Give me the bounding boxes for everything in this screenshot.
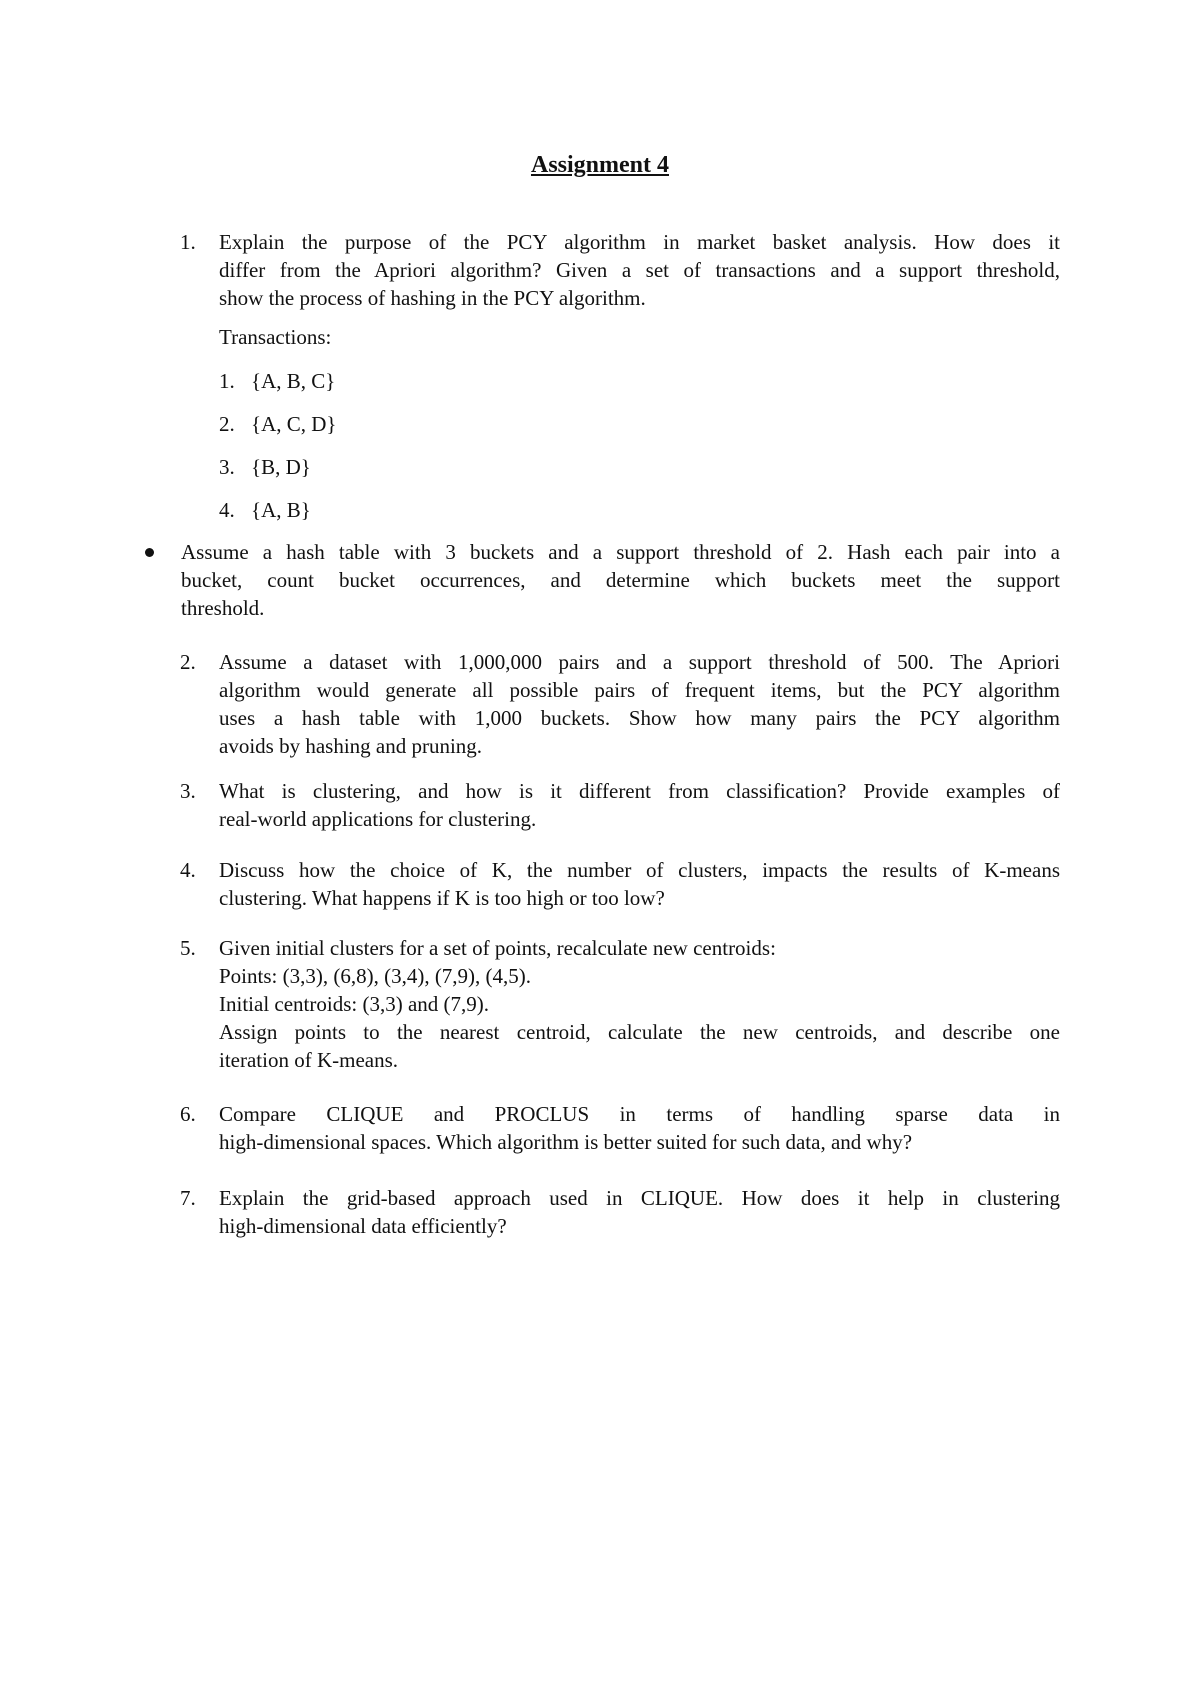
bullet-line: Assume a hash table with 3 buckets and a support threshold of 2. Hash each pair into a [181, 540, 1060, 564]
question-line: Compare CLIQUE and PROCLUS in terms of handling sparse data in [219, 1102, 1060, 1126]
question-line: Explain the grid-based approach used in CLIQUE. How does it help in clustering [219, 1186, 1060, 1210]
question-4 [180, 856, 1060, 912]
question-number: 2. [180, 650, 196, 674]
question-line: Discuss how the choice of K, the number of clusters, impacts the results of K-means [219, 858, 1060, 882]
question-number: 7. [180, 1186, 196, 1210]
question-line: uses a hash table with 1,000 buckets. Show how many pairs the PCY algorithm [219, 706, 1060, 730]
transaction-text: {A, B} [251, 498, 311, 522]
question-line: Given initial clusters for a set of points, recalculate new centroids: [219, 936, 776, 960]
assignment-title: Assignment 4 [530, 152, 669, 178]
question-5 [180, 934, 1060, 1074]
transaction-number: 1. [219, 369, 235, 393]
question-line: algorithm would generate all possible pairs of frequent items, but the PCY algorithm [219, 678, 1060, 702]
transaction-item [219, 496, 619, 524]
bullet-line: bucket, count bucket occurrences, and determine which buckets meet the support [181, 568, 1060, 592]
question-line: show the process of hashing in the PCY algorithm. [219, 286, 646, 310]
question-number: 1. [180, 230, 196, 254]
transaction-item [219, 367, 619, 395]
question-line: high-dimensional spaces. Which algorithm is better suited for such data, and why? [219, 1130, 913, 1154]
transaction-item [219, 410, 619, 438]
question-line: avoids by hashing and pruning. [219, 734, 483, 758]
transaction-number: 4. [219, 498, 235, 522]
question-3 [180, 777, 1060, 833]
question-number: 6. [180, 1102, 196, 1126]
question-6 [180, 1100, 1060, 1156]
question-number: 3. [180, 779, 196, 803]
question-line: clustering. What happens if K is too high or too low? [219, 886, 665, 910]
transaction-text: {A, C, D} [251, 412, 337, 436]
question-line: Explain the purpose of the PCY algorithm in market basket analysis. How does it [219, 230, 1060, 254]
question-line: real-world applications for clustering. [219, 807, 537, 831]
bullet-icon [145, 548, 154, 557]
question-line: Points: (3,3), (6,8), (3,4), (7,9), (4,5). [219, 964, 532, 988]
question-1 [180, 228, 1060, 312]
bullet-item [145, 538, 1060, 622]
transaction-number: 2. [219, 412, 235, 436]
question-line: differ from the Apriori algorithm? Given a set of transactions and a support threshold, [219, 258, 1060, 282]
question-line: high-dimensional data efficiently? [219, 1214, 507, 1238]
question-line: What is clustering, and how is it different from classification? Provide examples of [219, 779, 1060, 803]
question-number: 4. [180, 858, 196, 882]
transaction-text: {A, B, C} [251, 369, 336, 393]
question-number: 5. [180, 936, 196, 960]
question-line: iteration of K-means. [219, 1048, 399, 1072]
question-line: Assume a dataset with 1,000,000 pairs and a support threshold of 500. The Apriori [219, 650, 1060, 674]
transaction-text: {B, D} [251, 455, 311, 479]
question-2 [180, 648, 1060, 760]
question-line: Initial centroids: (3,3) and (7,9). [219, 992, 490, 1016]
bullet-line: threshold. [181, 596, 265, 620]
transaction-item [219, 453, 619, 481]
transaction-number: 3. [219, 455, 235, 479]
question-7 [180, 1184, 1060, 1240]
transactions-label: Transactions: [219, 325, 332, 349]
question-line: Assign points to the nearest centroid, calculate the new centroids, and describe one [219, 1020, 1060, 1044]
